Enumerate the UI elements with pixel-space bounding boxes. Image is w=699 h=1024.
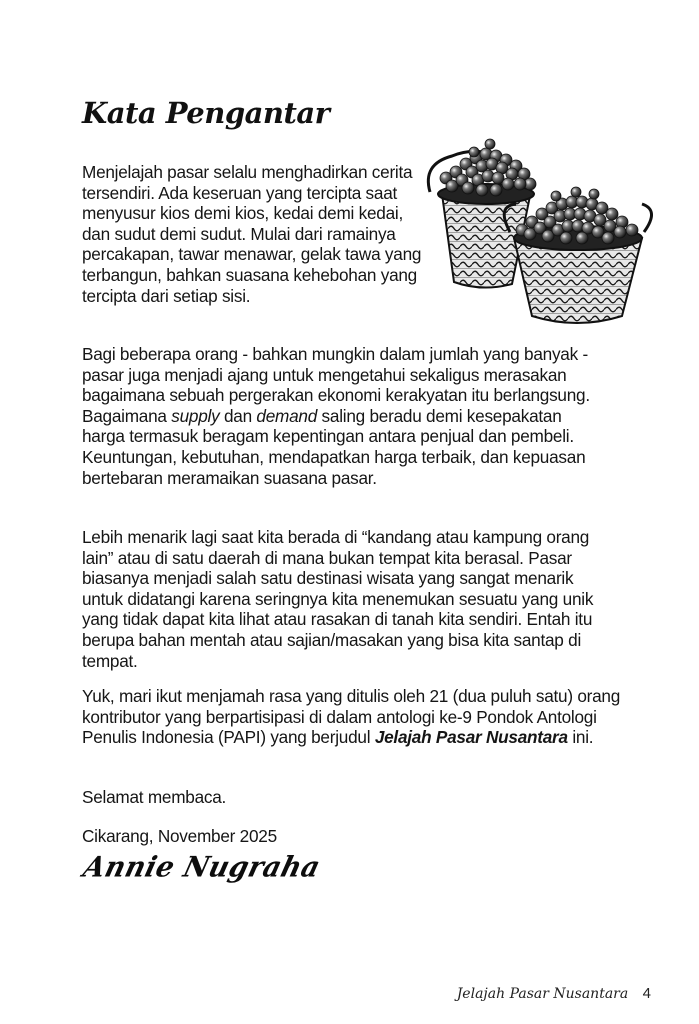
book-title-emphasis: Jelajah Pasar Nusantara [374, 727, 568, 748]
paragraph-3: Lebih menarik lagi saat kita berada di “kandang atau kampung orang lain” atau di satu daerah di mana bukan tempat kita berasal. Pasar biasanya menjadi salah satu destinasi wisata yang sangat menarik untuk didatangi karena seringnya kita menemukan sesuatu yang unik yang tidak dapat kita lihat atau rasakan di tanah kita sendiri. Entah itu berupa bahan mentah atau sajian/masakan yang bisa kita santap di tempat. [82, 527, 594, 671]
fruit-baskets-illustration [412, 134, 660, 330]
paragraph-1: Menjelajah pasar selalu menghadirkan cerita tersendiri. Ada keseruan yang tercipta saat menyusur kios demi kios, kedai demi kedai, dan sudut demi sudut. Mulai dari ramainya percakapan, tawar menawar, gelak tawa yang terbangun, bahkan suasana kehebohan yang tercipta dari setiap sisi. [82, 162, 422, 306]
paragraph-4-text-b: ini. [567, 727, 594, 748]
paragraph-2 [82, 344, 602, 488]
place-date: Cikarang, November 2025 [82, 826, 277, 846]
paragraph-4-text-a: Yuk, mari ikut menjamah rasa yang ditulis oleh 21 (dua puluh satu) orang kontributor yang berpartisipasi di dalam antologi ke-9 Pondok Antologi Penulis Indonesia (PAPI) yang berjudul [82, 686, 621, 748]
paragraph-4 [82, 686, 622, 748]
footer-book-title: Jelajah Pasar Nusantara [456, 986, 629, 1002]
paragraph-2-text-a: Bagi beberapa orang - bahkan mungkin dalam jumlah yang banyak - pasar juga menjadi ajang untuk mengetahui sekaligus merasakan bagaimana sebuah pergerakan ekonomi kerakyatan itu berlangsung. Bagaimana [82, 344, 590, 426]
page-title: Kata Pengantar [82, 96, 330, 130]
paragraph-2-conjunction: dan [219, 405, 257, 426]
page-number: 4 [642, 985, 651, 1002]
closing-line: Selamat membaca. [82, 787, 227, 807]
paragraph-2-text-b: saling beradu demi kesepakatan harga termasuk beragam kepentingan antara penjual dan pembeli. Keuntungan, kebutuhan, mendapatkan harga terbaik, dan kepuasan bertebaran meramaikan suasana pasar. [82, 405, 586, 488]
page-footer [457, 985, 651, 1002]
supply-term: supply [171, 405, 220, 426]
signature: Annie Nugraha [79, 851, 324, 884]
demand-term: demand [256, 405, 318, 426]
